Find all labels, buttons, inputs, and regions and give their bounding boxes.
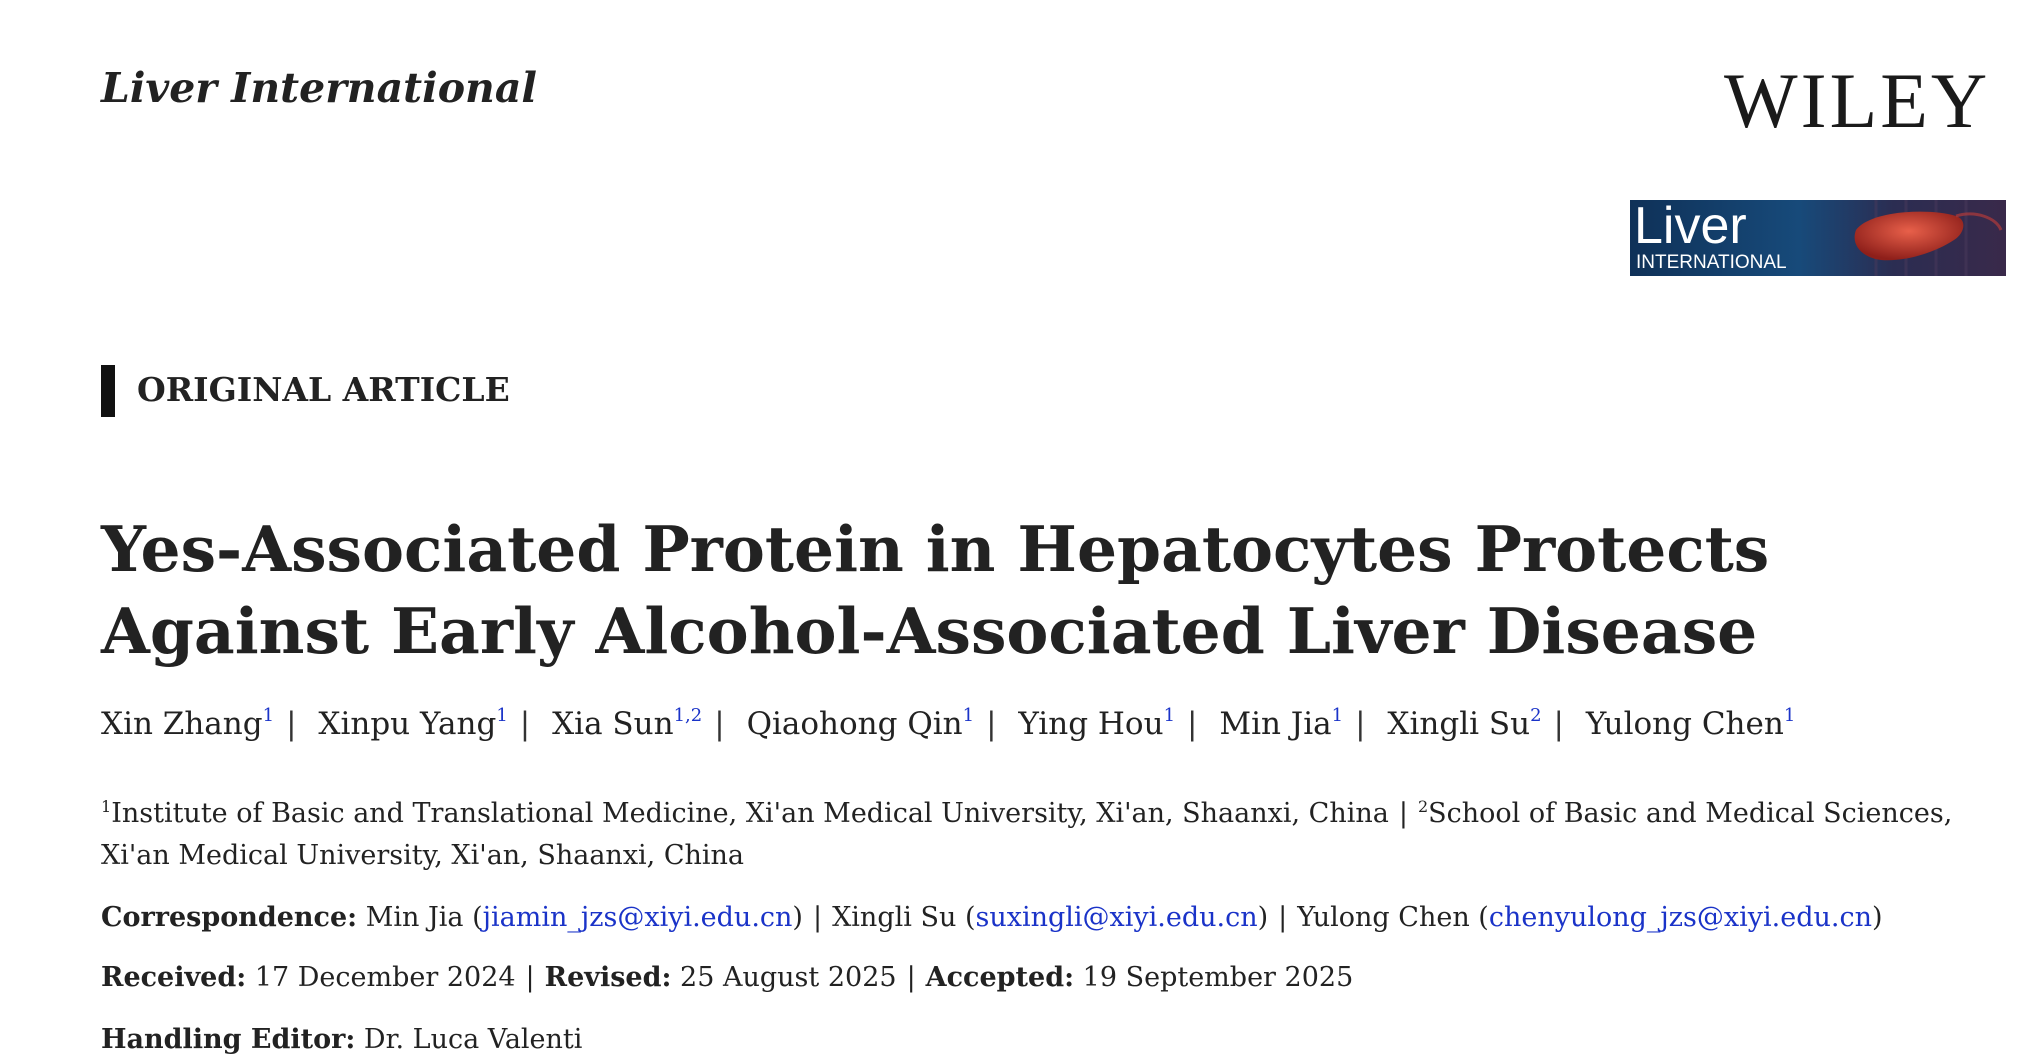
received-date: 17 December 2024 [254,962,516,993]
author-list [101,706,1795,742]
editor-label: Handling Editor: [101,1024,356,1055]
journal-name: Liver International [101,64,537,112]
author-name[interactable]: Xinpu Yang [318,706,497,742]
article-dates-line [101,962,1353,993]
handling-editor-line [101,1024,582,1055]
affiliation-ref[interactable]: 1 [1331,704,1344,726]
contact-separator: | [812,902,823,933]
author-name[interactable]: Xia Sun [552,706,674,742]
author-name[interactable]: Min Jia [1219,706,1332,742]
affiliation-ref[interactable]: 1 [496,704,508,726]
affiliation-ref[interactable]: 2 [1530,704,1542,726]
contact-name: Min Jia [365,902,464,933]
affiliation-ref[interactable]: 1 [262,704,275,726]
affiliation-text: School of Basic and Medical Sciences, Xi'an Medical University, Xi'an, Shaanxi, China [101,798,1953,871]
author-separator: | [519,706,531,742]
contact-email-link[interactable]: chenyulong_jzs@xiyi.edu.cn [1488,902,1872,933]
correspondence-line: Correspondence: Min Jia (jiamin_jzs@xiyi.edu.cn) | Xingli Su (suxingli@xiyi.edu.cn) | Yulong Chen (chenyulong_jzs@xiyi.edu.cn) [101,902,1883,933]
author-name[interactable]: Qiaohong Qin [746,706,963,742]
author-separator: | [1187,706,1198,742]
contact-name: Xingli Su [832,902,957,933]
editor-name: Dr. Luca Valenti [363,1024,583,1055]
article-title: Yes-Associated Protein in Hepatocytes Protects Against Early Alcohol-Associated Liver Disease [101,512,1770,668]
author-name[interactable]: Yulong Chen [1585,706,1784,742]
cover-banner-subtitle: INTERNATIONAL [1636,252,1787,273]
revised-label: Revised: [544,962,672,993]
affiliation-list [101,786,2001,877]
affiliation-ref[interactable]: 1 [1783,704,1796,726]
journal-cover-banner[interactable] [1630,200,2006,276]
received-label: Received: [101,962,247,993]
revised-date: 25 August 2025 [680,962,897,993]
contact-separator: | [1278,902,1288,933]
date-separator: | [525,962,535,993]
article-section-label: ORIGINAL ARTICLE [137,370,510,409]
cover-banner-title: Liver [1634,200,1747,255]
date-separator: | [906,962,916,993]
contact-email-link[interactable]: suxingli@xiyi.edu.cn [975,902,1258,933]
contact-name: Yulong Chen [1297,902,1470,933]
affiliation-ref[interactable]: 1 [962,704,975,726]
author-separator: | [1553,706,1564,742]
author-name[interactable]: Xingli Su [1387,706,1531,742]
correspondence-label: Correspondence: [101,902,358,933]
author-separator: | [986,706,997,742]
section-marker-bar [101,365,115,417]
liver-organ-icon [1836,200,2006,276]
author-separator: | [714,706,725,742]
author-separator: | [1355,706,1366,742]
affiliation-ref[interactable]: 1,2 [673,704,703,726]
affiliation-text: Institute of Basic and Translational Medicine, Xi'an Medical University, Xi'an, Shaanxi, China [111,798,1389,829]
accepted-label: Accepted: [925,962,1075,993]
affiliation-number: 2 [1417,797,1429,816]
affiliation-separator: | [1398,798,1408,829]
affiliation-number: 1 [101,797,112,816]
author-name[interactable]: Xin Zhang [101,706,263,742]
wiley-logo: WILEY [1724,57,1991,144]
author-name[interactable]: Ying Hou [1018,706,1164,742]
contact-email-link[interactable]: jiamin_jzs@xiyi.edu.cn [482,902,793,933]
accepted-date: 19 September 2025 [1082,962,1354,993]
author-separator: | [286,706,297,742]
affiliation-ref[interactable]: 1 [1163,704,1176,726]
